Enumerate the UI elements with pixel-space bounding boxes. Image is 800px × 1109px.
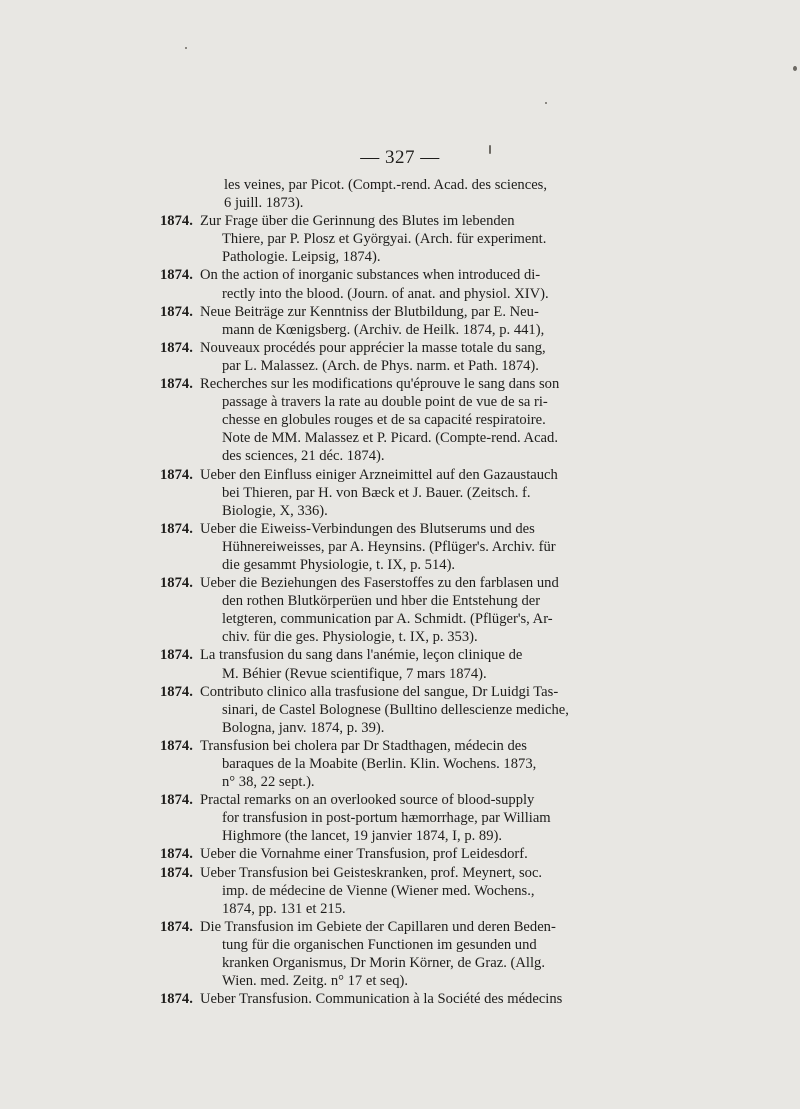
entry-year: 1874. xyxy=(160,683,193,700)
bibliography-entry xyxy=(160,520,640,574)
bibliography-entry xyxy=(160,375,640,465)
entry-year: 1874. xyxy=(160,520,193,537)
entry-text xyxy=(200,574,640,646)
entry-line: chesse en globules rouges et de sa capacité respiratoire. xyxy=(222,412,546,429)
entry-year: 1874. xyxy=(160,846,193,863)
bibliography-entry xyxy=(160,266,640,302)
entry-year: 1874. xyxy=(160,339,193,356)
entry-line: Bologna, janv. 1874, p. 39). xyxy=(222,719,385,736)
entry-year: 1874. xyxy=(160,918,193,935)
entry-text xyxy=(200,791,640,845)
entry-line: die gesammt Physiologie, t. IX, p. 514). xyxy=(222,556,456,573)
entry-line: Ueber den Einfluss einiger Arzneimittel auf den Gazaustauch xyxy=(200,466,558,483)
bibliography-entry xyxy=(160,466,640,520)
entry-line: bei Thieren, par H. von Bæck et J. Bauer. (Zeitsch. f. xyxy=(222,484,531,501)
entry-line: Ueber Transfusion bei Geisteskranken, prof. Meynert, soc. xyxy=(200,864,543,881)
entry-line: Ueber Transfusion. Communication à la Société des médecins xyxy=(200,991,563,1008)
bibliography-entry xyxy=(160,176,640,212)
entry-line: des sciences, 21 déc. 1874). xyxy=(222,448,385,465)
entry-line: chiv. für die ges. Physiologie, t. IX, p. 353). xyxy=(222,629,478,646)
entry-line: n° 38, 22 sept.). xyxy=(222,774,315,791)
entry-line: Contributo clinico alla trasfusione del sangue, Dr Luidgi Tas- xyxy=(200,683,559,700)
entry-text xyxy=(200,646,640,682)
paper-speck xyxy=(185,47,187,49)
entry-line: mann de Kœnigsberg. (Archiv. de Heilk. 1874, p. 441), xyxy=(222,321,545,338)
entry-line: 1874, pp. 131 et 215. xyxy=(222,900,346,917)
entry-text xyxy=(200,212,640,266)
entry-line: Zur Frage über die Gerinnung des Blutes im lebenden xyxy=(200,213,515,230)
bibliography-entry xyxy=(160,646,640,682)
entry-line: kranken Organismus, Dr Morin Körner, de Graz. (Allg. xyxy=(222,955,545,972)
entry-line: Thiere, par P. Plosz et Györgyai. (Arch. für experiment. xyxy=(222,231,547,248)
paper-speck xyxy=(793,66,797,71)
entry-line: Practal remarks on an overlooked source of blood-supply xyxy=(200,792,535,809)
entry-line: Ueber die Eiweiss-Verbindungen des Blutserums und des xyxy=(200,520,535,537)
entry-line: Nouveaux procédés pour apprécier la masse totale du sang, xyxy=(200,339,546,356)
entry-line: les veines, par Picot. (Compt.-rend. Acad. des sciences, xyxy=(224,177,548,193)
entry-line: Die Transfusion im Gebiete der Capillaren und deren Beden- xyxy=(200,918,556,935)
entry-text xyxy=(200,375,640,465)
entry-line: Transfusion bei cholera par Dr Stadthagen, médecin des xyxy=(200,737,527,754)
entry-year: 1874. xyxy=(160,213,193,230)
bibliography-entry xyxy=(160,845,640,863)
bibliography-entry xyxy=(160,574,640,646)
paper-speck xyxy=(489,145,491,154)
entry-line: Neue Beiträge zur Kenntniss der Blutbildung, par E. Neu- xyxy=(200,303,539,320)
entry-line: Wien. med. Zeitg. n° 17 et seq). xyxy=(222,973,408,990)
entry-text xyxy=(200,864,640,918)
entry-line: for transfusion in post-portum hæmorrhage, par William xyxy=(222,810,551,827)
entry-text xyxy=(200,466,640,520)
entry-line: den rothen Blutkörperüen und hber die Entstehung der xyxy=(222,593,541,610)
entry-year: 1874. xyxy=(160,303,193,320)
entry-text xyxy=(200,918,640,990)
entry-year: 1874. xyxy=(160,864,193,881)
entry-text xyxy=(200,339,640,375)
entry-line: Ueber die Vornahme einer Transfusion, prof Leidesdorf. xyxy=(200,846,528,863)
entry-text xyxy=(200,845,640,863)
entry-line: Recherches sur les modifications qu'éprouve le sang dans son xyxy=(200,376,560,393)
bibliography-entry xyxy=(160,918,640,990)
entry-line: Ueber die Beziehungen des Faserstoffes zu den farblasen und xyxy=(200,575,559,592)
bibliography-list xyxy=(160,176,640,1008)
bibliography-entry xyxy=(160,339,640,375)
entry-year: 1874. xyxy=(160,267,193,284)
entry-text xyxy=(200,266,640,302)
entry-line: Note de MM. Malassez et P. Picard. (Compte-rend. Acad. xyxy=(222,430,558,447)
entry-year: 1874. xyxy=(160,466,193,483)
entry-line: Pathologie. Leipsig, 1874). xyxy=(222,249,381,266)
entry-line: La transfusion du sang dans l'anémie, leçon clinique de xyxy=(200,647,523,664)
entry-line: par L. Malassez. (Arch. de Phys. narm. et Path. 1874). xyxy=(222,357,539,374)
entry-line: rectly into the blood. (Journ. of anat. and physiol. XIV). xyxy=(222,285,549,302)
paper-speck xyxy=(545,102,547,104)
entry-line: sinari, de Castel Bolognese (Bulltino dellescienze mediche, xyxy=(222,701,569,718)
entry-line: Hühnereiweisses, par A. Heynsins. (Pflüger's. Archiv. für xyxy=(222,538,556,555)
entry-text xyxy=(200,303,640,339)
entry-line: M. Béhier (Revue scientifique, 7 mars 1874). xyxy=(222,665,487,682)
bibliography-entry xyxy=(160,683,640,737)
entry-line: imp. de médecine de Vienne (Wiener med. Wochens., xyxy=(222,882,535,899)
bibliography-entry xyxy=(160,864,640,918)
page-number: — 327 — xyxy=(360,147,440,168)
entry-line: Highmore (the lancet, 19 janvier 1874, I, p. 89). xyxy=(222,828,503,845)
entry-text xyxy=(200,520,640,574)
entry-year: 1874. xyxy=(160,737,193,754)
entry-year: 1874. xyxy=(160,376,193,393)
entry-line: passage à travers la rate au double point de vue de sa ri- xyxy=(222,394,548,411)
entry-year: 1874. xyxy=(160,991,193,1008)
entry-line: On the action of inorganic substances when introduced di- xyxy=(200,267,541,284)
bibliography-entry xyxy=(160,212,640,266)
bibliography-entry xyxy=(160,990,640,1008)
entry-line: letgteren, communication par A. Schmidt. (Pflüger's, Ar- xyxy=(222,611,553,628)
entry-text xyxy=(200,990,640,1008)
entry-year: 1874. xyxy=(160,575,193,592)
entry-year: 1874. xyxy=(160,647,193,664)
bibliography-entry xyxy=(160,791,640,845)
entry-line: Biologie, X, 336). xyxy=(222,502,328,519)
entry-line: baraques de la Moabite (Berlin. Klin. Wochens. 1873, xyxy=(222,756,537,772)
bibliography-entry xyxy=(160,303,640,339)
entry-text xyxy=(200,683,640,737)
entry-year: 1874. xyxy=(160,792,193,809)
entry-text xyxy=(200,737,640,791)
entry-line: 6 juill. 1873). xyxy=(224,195,304,212)
entry-line: tung für die organischen Functionen im gesunden und xyxy=(222,936,537,953)
entry-text xyxy=(224,176,640,212)
bibliography-entry xyxy=(160,737,640,791)
